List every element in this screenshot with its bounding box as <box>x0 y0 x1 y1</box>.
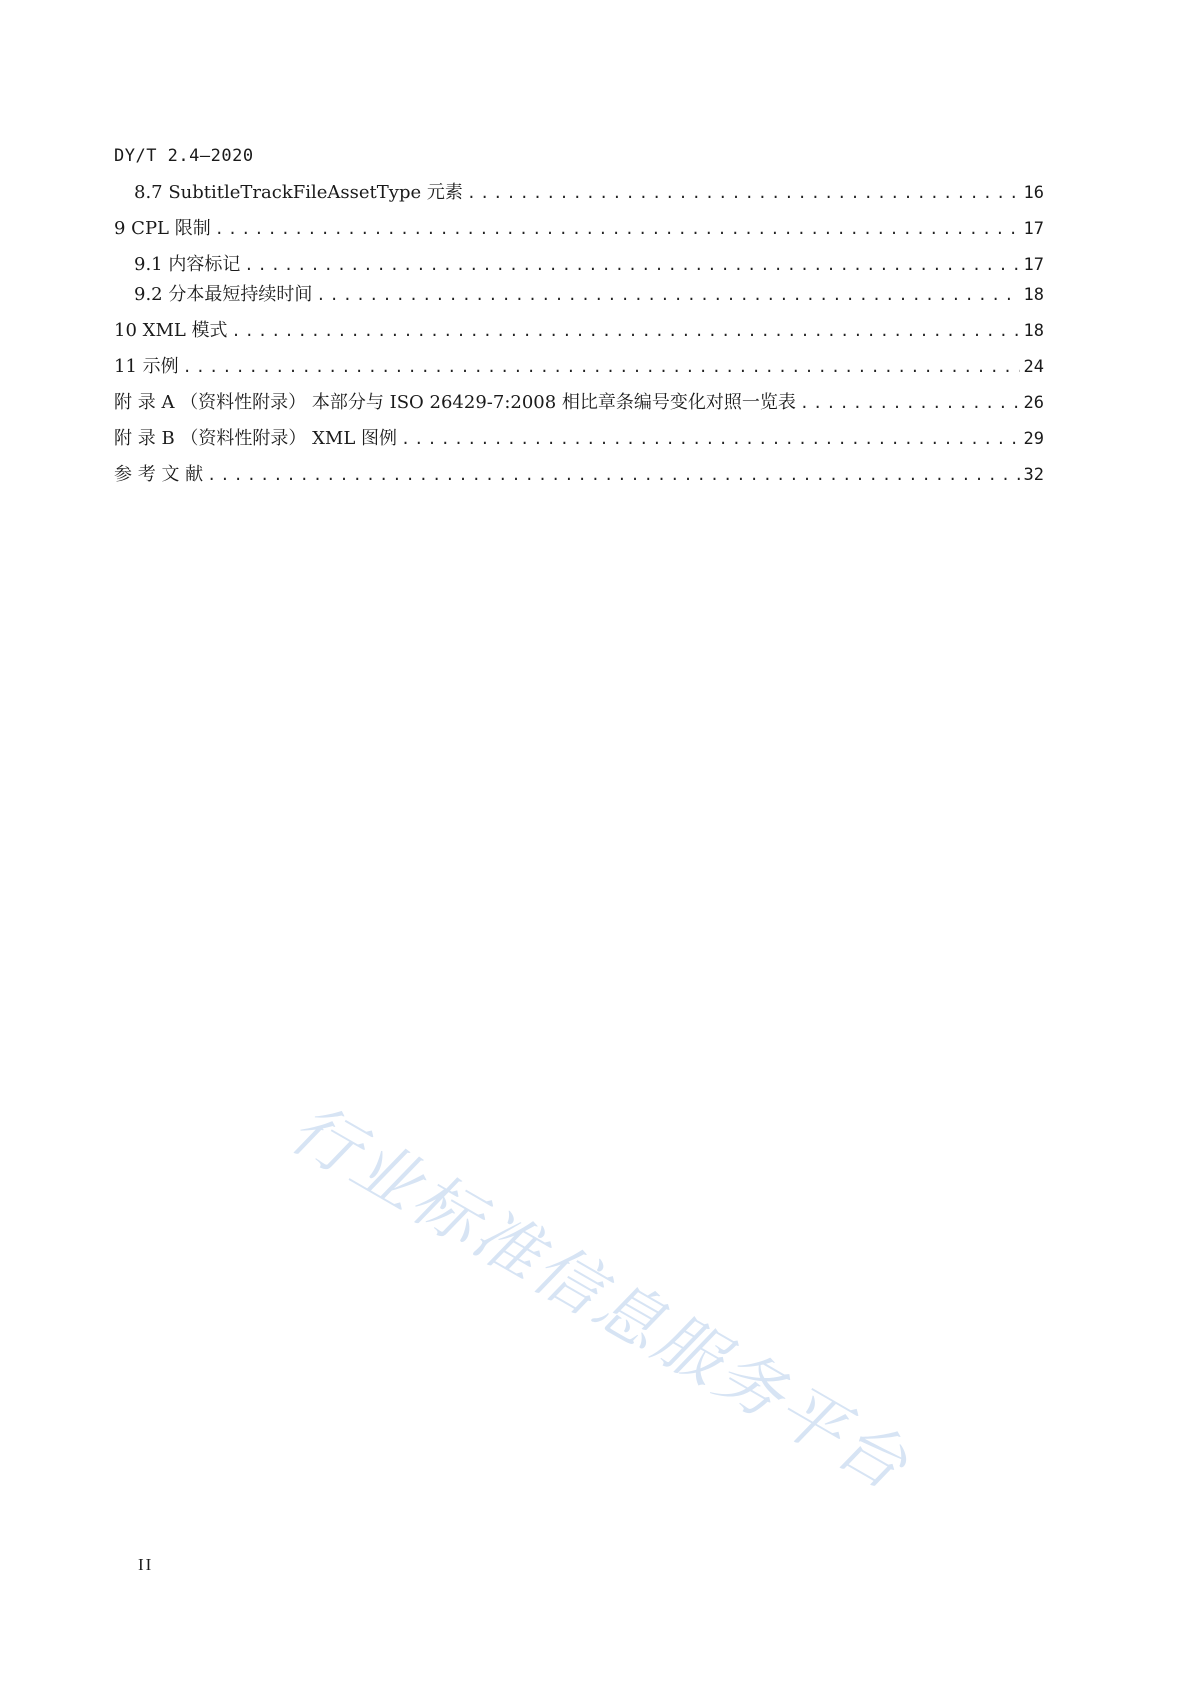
dot-leader <box>207 462 1019 488</box>
dot-leader <box>800 390 1020 416</box>
toc-entry-label: 9.2 分本最短持续时间 <box>134 284 313 305</box>
toc-entry-9[interactable] <box>114 216 1044 242</box>
toc-entry-8-7[interactable] <box>134 180 1044 206</box>
toc-entry-label: 10 XML 模式 <box>114 320 228 341</box>
toc-entry-page: 17 <box>1023 255 1044 275</box>
toc-entry-appendix-a[interactable] <box>114 390 1044 416</box>
toc-entry-label: 9 CPL 限制 <box>114 218 211 239</box>
toc-entry-label: 11 示例 <box>114 356 179 377</box>
toc-entry-references[interactable] <box>114 462 1044 488</box>
dot-leader <box>316 282 1019 308</box>
toc-entry-label: 参 考 文 献 <box>114 464 204 485</box>
dot-leader <box>401 426 1019 452</box>
toc-entry-9-2[interactable] <box>134 282 1044 308</box>
toc-entry-page: 16 <box>1023 183 1044 203</box>
dot-leader <box>244 252 1019 278</box>
toc-entry-page: 17 <box>1023 219 1044 239</box>
toc-entry-page: 32 <box>1023 465 1044 485</box>
toc-entry-page: 26 <box>1023 393 1044 413</box>
toc-entry-page: 29 <box>1023 429 1044 449</box>
toc-entry-9-1[interactable] <box>134 252 1044 278</box>
page-number: II <box>138 1555 154 1574</box>
toc-entry-page: 24 <box>1023 357 1044 377</box>
toc-entry-page: 18 <box>1023 321 1044 341</box>
dot-leader <box>467 180 1020 206</box>
toc-entry-label: 附 录 B （资料性附录） XML 图例 <box>114 428 398 449</box>
toc-entry-page: 18 <box>1023 285 1044 305</box>
toc-entry-label: 8.7 SubtitleTrackFileAssetType 元素 <box>134 182 463 203</box>
dot-leader <box>183 354 1020 380</box>
toc-entry-label: 9.1 内容标记 <box>134 254 241 275</box>
toc-entry-11[interactable] <box>114 354 1044 380</box>
toc-entry-10[interactable] <box>114 318 1044 344</box>
watermark: 行业标准信息服务平台 <box>277 1089 923 1507</box>
dot-leader <box>215 216 1020 242</box>
document-number: DY/T 2.4—2020 <box>114 146 254 166</box>
dot-leader <box>232 318 1020 344</box>
toc-entry-appendix-b[interactable] <box>114 426 1044 452</box>
toc-entry-label: 附 录 A （资料性附录） 本部分与 ISO 26429-7:2008 相比章条编号变化对照一览表 <box>114 392 796 413</box>
